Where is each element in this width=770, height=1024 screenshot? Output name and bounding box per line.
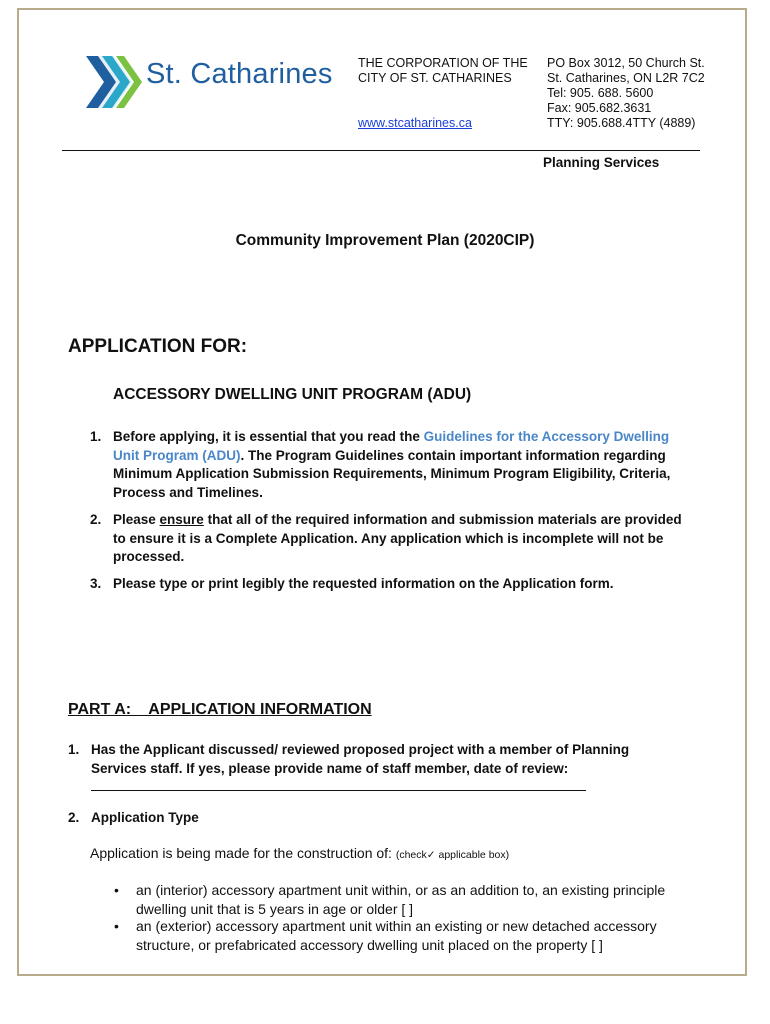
question-1: [68, 741, 668, 801]
bullet-icon: •: [114, 918, 119, 934]
header-divider: [62, 150, 700, 151]
logo-text: St. Catharines: [146, 58, 333, 90]
department-label: Planning Services: [543, 155, 660, 170]
document-title: Community Improvement Plan (2020CIP): [235, 232, 535, 249]
guidelines-link[interactable]: Guidelines for the Accessory Dwelling Unit Program (ADU): [113, 429, 670, 463]
question-number: 2.: [68, 810, 80, 825]
check-note: (check✓ applicable box): [395, 849, 510, 861]
text-run: Please: [113, 512, 160, 527]
instruction-text: [113, 428, 683, 502]
phone-line: Tel: 905. 688. 5600: [547, 86, 654, 100]
instruction-item-3: [90, 575, 690, 595]
bullet-icon: •: [114, 882, 119, 898]
instruction-text: [113, 511, 683, 567]
item-number: 2.: [90, 512, 102, 527]
option-exterior: [114, 917, 724, 955]
item-number: 3.: [90, 576, 102, 591]
text-run: that all of the required information and submission materials are provided to ensure it is a Complete Application. Any application which is incomplete will not be processed.: [113, 512, 682, 564]
corporation-name: [358, 56, 528, 131]
question-2-label: Application Type: [91, 810, 199, 825]
city-logo: [84, 52, 344, 112]
instruction-item-1: [90, 428, 690, 508]
emphasis: ensure: [159, 512, 204, 527]
question-text: [91, 741, 666, 797]
question-number: 1.: [68, 742, 80, 757]
staff-member-input[interactable]: [91, 778, 586, 791]
address-line: St. Catharines, ON L2R 7C2: [547, 71, 705, 85]
text-run: Before applying, it is essential that you read the: [113, 429, 424, 444]
tty-line: TTY: 905.688.4TTY (4889): [547, 116, 696, 130]
item-number: 1.: [90, 429, 102, 444]
instruction-text: Please type or print legibly the requested information on the Application form.: [113, 576, 614, 591]
intro-text: Application is being made for the construction of:: [90, 845, 396, 861]
corporation-line: THE CORPORATION OF THE: [358, 56, 528, 70]
fax-line: Fax: 905.682.3631: [547, 101, 652, 115]
contact-address: [547, 56, 705, 131]
corporation-line: CITY OF ST. CATHARINES: [358, 71, 512, 85]
question-1-label: Has the Applicant discussed/ reviewed proposed project with a member of Planning Services staff. If yes, please provide name of staff member, date of review:: [91, 742, 630, 776]
program-heading: ACCESSORY DWELLING UNIT PROGRAM (ADU): [113, 386, 472, 403]
option-interior: [114, 881, 724, 919]
chevron-logo-icon: [84, 52, 144, 112]
instruction-item-2: [90, 511, 690, 571]
option-interior-checkbox[interactable]: an (interior) accessory apartment unit within, or as an addition to, an existing principle dwelling unit that is 5 years in age or older [ ]: [136, 882, 666, 917]
application-for-heading: APPLICATION FOR:: [68, 336, 248, 357]
question-2: [68, 809, 668, 829]
website-link[interactable]: www.stcatharines.ca: [358, 116, 472, 130]
text-run: . The Program Guidelines contain important information regarding Minimum Application Submission Requirements, Minimum Program Eligibility, Criteria, Process and Timelines.: [113, 447, 671, 500]
option-exterior-checkbox[interactable]: an (exterior) accessory apartment unit within an existing or new detached accessory structure, or prefabricated accessory dwelling unit placed on the property [ ]: [136, 918, 657, 953]
application-intro: [90, 845, 710, 861]
part-a-heading: PART A: APPLICATION INFORMATION: [68, 701, 372, 718]
address-line: PO Box 3012, 50 Church St.: [547, 56, 705, 70]
